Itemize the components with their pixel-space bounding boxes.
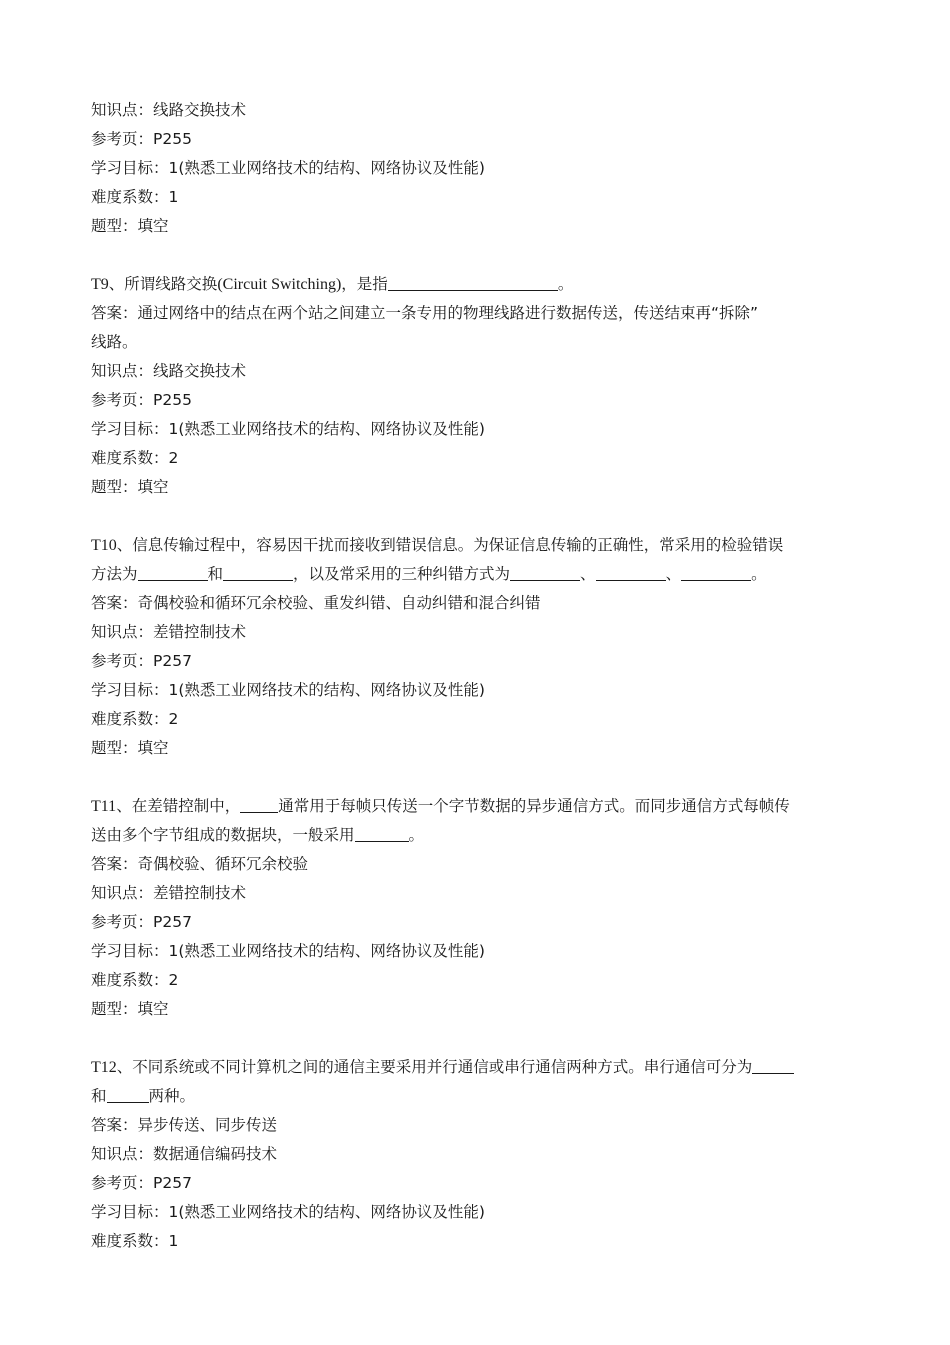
question-type: 题型：填空 [91,739,169,757]
learning-objective: 学习目标：1(熟悉工业网络技术的结构、网络协议及性能) [91,420,485,438]
learning-objective: 学习目标：1(熟悉工业网络技术的结构、网络协议及性能) [91,1203,485,1221]
answer: 答案：奇偶校验、循环冗余校验 [91,855,309,873]
question-t12 [91,1053,841,1256]
question-type: 题型：填空 [91,478,169,496]
difficulty: 难度系数：2 [91,971,179,989]
answer-blank [681,562,751,581]
answer-blank [596,562,666,581]
question-number: T11 [91,798,117,815]
difficulty: 难度系数：1 [91,188,179,206]
answer-blank [240,794,278,813]
answer-continued: 线路。 [91,333,138,351]
difficulty: 难度系数：1 [91,1232,179,1250]
reference-page: 参考页：P255 [91,391,192,409]
knowledge-point: 知识点：数据通信编码技术 [91,1145,278,1163]
difficulty: 难度系数：2 [91,449,179,467]
learning-objective: 学习目标：1(熟悉工业网络技术的结构、网络协议及性能) [91,159,485,177]
question-number: T12 [91,1059,117,1076]
question-type: 题型：填空 [91,217,169,235]
answer-blank [107,1084,149,1103]
answer-blank [388,272,558,291]
knowledge-point: 知识点：线路交换技术 [91,101,247,119]
reference-page: 参考页：P257 [91,1174,192,1192]
question-number: T10 [91,537,117,554]
question-t9 [91,270,841,502]
answer: 答案：异步传送、同步传送 [91,1116,278,1134]
question-text: T9、所谓线路交换(Circuit Switching)，是指 。 [91,270,841,299]
learning-objective: 学习目标：1(熟悉工业网络技术的结构、网络协议及性能) [91,942,485,960]
answer-blank [138,562,208,581]
question-t11 [91,792,841,1024]
knowledge-point: 知识点：线路交换技术 [91,362,247,380]
difficulty: 难度系数：2 [91,710,179,728]
question-t10 [91,531,841,763]
spacer [91,502,841,531]
reference-page: 参考页：P257 [91,652,192,670]
top-block [91,96,841,241]
question-number: T9 [91,276,109,293]
learning-objective: 学习目标：1(熟悉工业网络技术的结构、网络协议及性能) [91,681,485,699]
answer-blank [510,562,580,581]
answer: 答案：通过网络中的结点在两个站之间建立一条专用的物理线路进行数据传送，传送结束再“拆除” [91,304,759,322]
question-type: 题型：填空 [91,1000,169,1018]
spacer [91,241,841,270]
spacer [91,1024,841,1053]
question-text: T10、信息传输过程中，容易因干扰而接收到错误信息。为保证信息传输的正确性，常采用的检验错误 [91,536,784,554]
question-text-continued: 送由多个字节组成的数据块，一般采用 。 [91,821,841,850]
answer: 答案：奇偶校验和循环冗余校验、重发纠错、自动纠错和混合纠错 [91,594,541,612]
knowledge-point: 知识点：差错控制技术 [91,623,247,641]
question-text-continued: 方法为 和 ，以及常采用的三种纠错方式为 、 、 。 [91,560,841,589]
document-page [91,96,841,1256]
knowledge-point: 知识点：差错控制技术 [91,884,247,902]
answer-blank [355,823,409,842]
answer-blank [752,1055,794,1074]
reference-page: 参考页：P255 [91,130,192,148]
question-text-continued: 和 两种。 [91,1082,841,1111]
spacer [91,763,841,792]
reference-page: 参考页：P257 [91,913,192,931]
question-text: T12、不同系统或不同计算机之间的通信主要采用并行通信或串行通信两种方式。串行通信可分为 [91,1053,841,1082]
answer-blank [223,562,293,581]
question-text: T11、在差错控制中， 通常用于每帧只传送一个字节数据的异步通信方式。而同步通信方式每帧传 [91,792,841,821]
